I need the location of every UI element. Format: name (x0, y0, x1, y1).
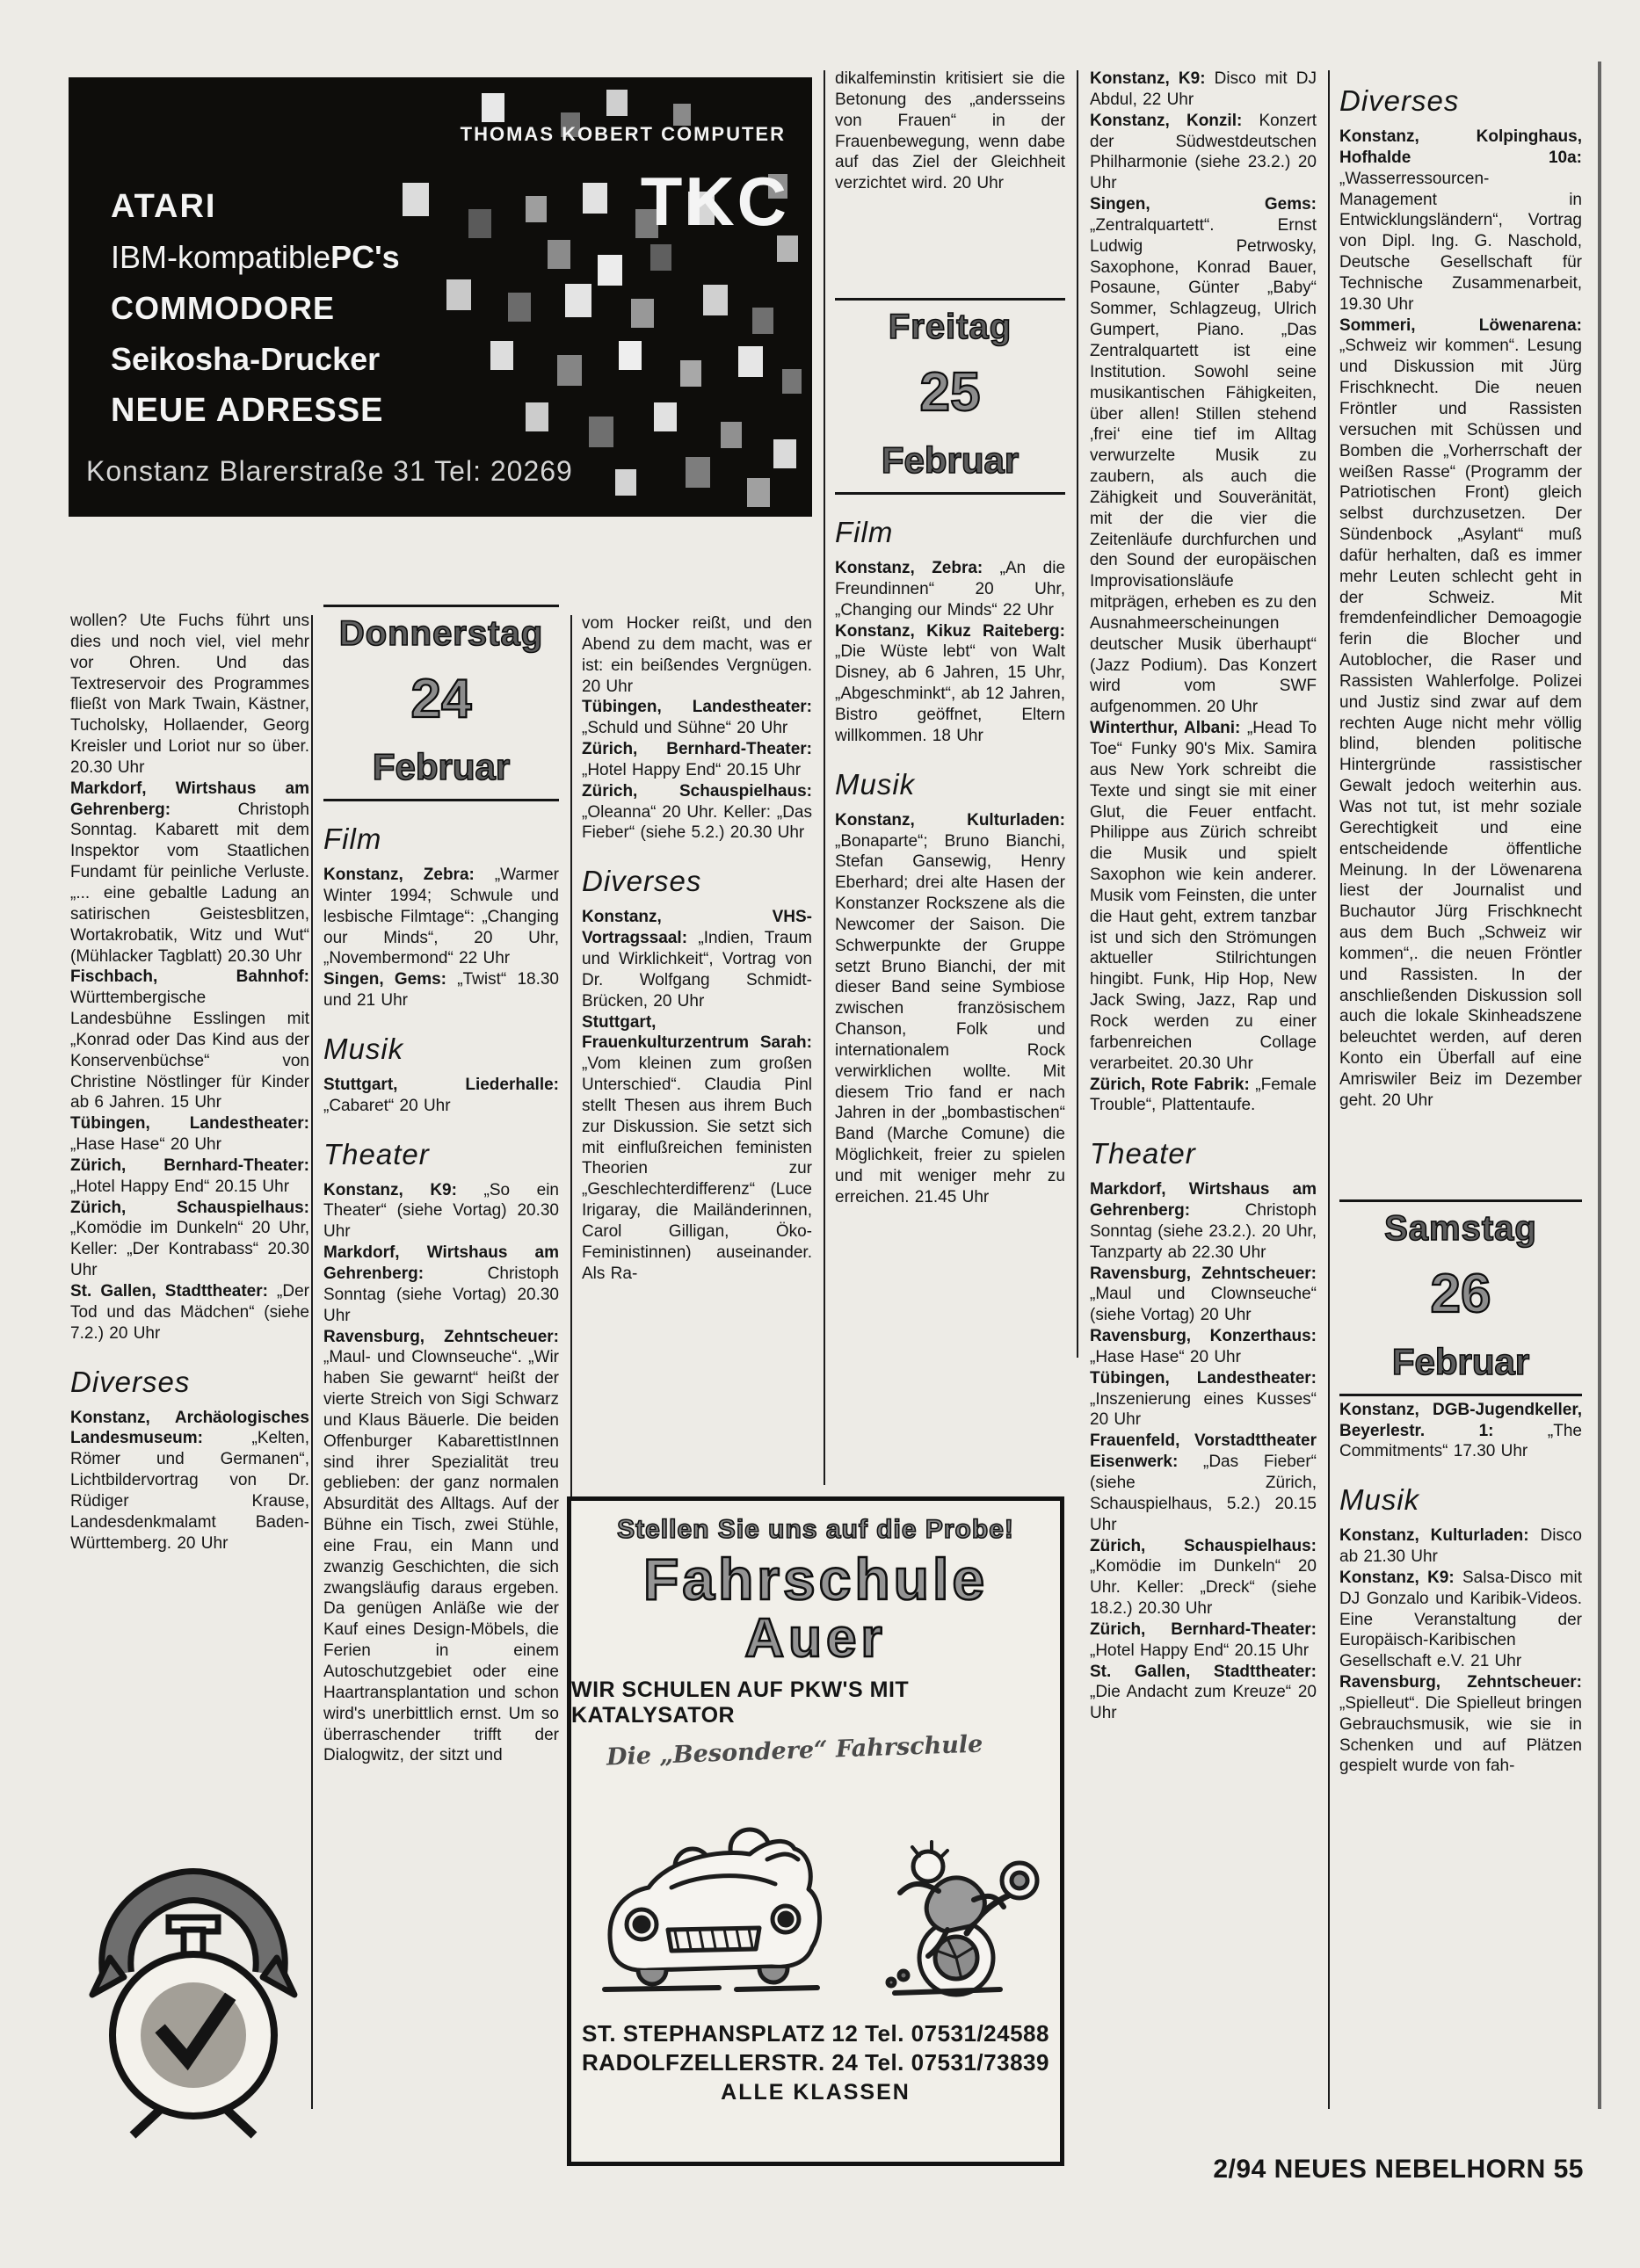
pixel-square (403, 183, 429, 216)
venue-name: Tübingen, Landestheater: (70, 1114, 309, 1134)
venue-name: Ravensburg, Zehntscheuer: (323, 1327, 559, 1346)
pixel-square (526, 196, 547, 222)
tkc-product-line: NEUE ADRESSE (111, 391, 384, 429)
section-heading: Film (323, 822, 382, 855)
pixel-square (490, 341, 513, 370)
venue-name: Konstanz, Kikuz Raiteberg: (835, 621, 1065, 641)
venue-name: Markdorf, Wirtshaus am Gehrenberg: (1090, 1180, 1317, 1221)
event-entry: Tübingen, Landestheater: „Inszenierung eines Kusses“ 20 Uhr (1090, 1368, 1317, 1430)
pixel-square (508, 293, 531, 322)
event-entry: Tübingen, Landestheater: „Schuld und Sühne“ 20 Uhr (582, 698, 812, 738)
pixel-square (680, 360, 701, 387)
tkc-company-name: THOMAS KOBERT COMPUTER (460, 123, 786, 145)
pixel-square (468, 209, 491, 238)
venue-name: Markdorf, Wirtshaus am Gehrenberg: (70, 779, 309, 819)
column-divider (824, 70, 825, 1485)
venue-name: St. Gallen, Stadttheater: (70, 1282, 268, 1301)
tkc-address: Konstanz Blarerstraße 31 Tel: 20269 (86, 455, 573, 487)
venue-name: Ravensburg, Zehntscheuer: (1090, 1264, 1317, 1283)
pixel-square (650, 244, 671, 271)
column-divider (1328, 70, 1330, 2109)
event-entry: Zürich, Bernhard-Theater: „Hotel Happy End“ 20.15 Uhr (70, 1156, 309, 1196)
event-entry: Zürich, Schauspielhaus: „Oleanna“ 20 Uhr. Keller: „Das Fieber“ (siehe 5.2.) 20.30 Uhr (582, 781, 812, 843)
page-edge-artifact (1598, 62, 1601, 2109)
venue-name: Zürich, Bernhard-Theater: (582, 740, 812, 759)
section-heading: Theater (1090, 1137, 1196, 1170)
day-number: 25 (919, 362, 981, 424)
alarm-clock-illustration (83, 1861, 303, 2142)
day-month: Februar (881, 439, 1020, 482)
venue-name: Ravensburg, Zehntscheuer: (1339, 1673, 1582, 1692)
event-entry: Stuttgart, Liederhalle: „Cabaret“ 20 Uhr (323, 1075, 559, 1115)
section-heading: Musik (323, 1032, 404, 1065)
event-entry: wollen? Ute Fuchs führt uns dies und noch viel, viel mehr vor Ohren. Und das Textreservoir des Programmes fließt von Mark Twain, Kästner, Tucholsky, Hollaender, Georg Kreisler und Loriot nur so über. 20.30 Uhr (70, 612, 309, 777)
fahrschule-slogan: Stellen Sie uns auf die Probe! (617, 1515, 1014, 1544)
venue-name: Zürich, Bernhard-Theater: (1090, 1619, 1317, 1639)
text-column-2 (323, 605, 559, 1766)
event-entry: Frauenfeld, Vorstadttheater Eisenwerk: „Das Fieber“ (siehe Zürich, Schauspielhaus, 5.2.) 20.15 Uhr (1090, 1431, 1317, 1534)
day-header (1339, 1199, 1582, 1396)
column-divider (1077, 70, 1078, 1358)
venue-name: Ravensburg, Konzerthaus: (1090, 1327, 1317, 1346)
pixel-square (583, 183, 607, 214)
event-entry: Ravensburg, Zehntscheuer: „Maul und Clownseuche“ (siehe Vortag) 20 Uhr (1090, 1264, 1317, 1325)
event-entry: Konstanz, Zebra: „Warmer Winter 1994; Schwule und lesbische Filmtage“: „Changing our Minds“, 20 Uhr, „Novembermond“ 22 Uhr (323, 866, 560, 968)
fahrschule-address-2: RADOLFZELLERSTR. 24 Tel. 07531/73839 (582, 2049, 1049, 2076)
event-entry: St. Gallen, Stadttheater: „Der Tod und das Mädchen“ (siehe 7.2.) 20 Uhr (70, 1282, 309, 1343)
venue-name: Markdorf, Wirtshaus am Gehrenberg: (323, 1243, 559, 1283)
pixel-square (615, 469, 636, 496)
pixel-square (654, 402, 677, 431)
spacer (1339, 1112, 1582, 1199)
venue-name: Singen, Gems: (1090, 195, 1317, 214)
venue-name: Fischbach, Bahnhof: (70, 967, 309, 987)
venue-name: Zürich, Schauspielhaus: (70, 1198, 309, 1217)
car-and-motorbike-cartoon (578, 1768, 1053, 2019)
event-entry: Konstanz, Kulturladen: Disco ab 21.30 Uhr (1339, 1526, 1582, 1567)
section-heading: Film (835, 516, 894, 549)
column-divider (311, 615, 313, 2109)
venue-name: Winterthur, Albani: (1090, 719, 1241, 738)
venue-name: Konstanz, K9: (1339, 1568, 1455, 1587)
venue-name: Frauenfeld, Vorstadttheater Eisenwerk: (1090, 1431, 1317, 1472)
pixel-square (526, 402, 548, 431)
day-month: Februar (1391, 1340, 1530, 1382)
pixel-square (782, 369, 802, 394)
day-name: Freitag (888, 308, 1012, 347)
event-entry: Ravensburg, Konzerthaus: „Hase Hase“ 20 Uhr (1090, 1327, 1317, 1366)
venue-name: Konstanz, Kulturladen: (835, 810, 1065, 830)
tkc-product-line (111, 232, 400, 283)
tkc-line-bold-part: PC's (330, 239, 400, 275)
text-column-4 (835, 69, 1065, 1208)
venue-name: Konstanz, DGB-Jugendkeller, Beyerlestr. 1: (1339, 1400, 1582, 1440)
event-entry: Konstanz, Konzil: Konzert der Südwestdeutschen Philharmonie (siehe 23.2.) 20 Uhr (1090, 111, 1317, 193)
section-heading: Diverses (582, 865, 702, 898)
pixel-square (738, 346, 763, 377)
tkc-logo: TKC (640, 163, 789, 240)
event-entry: Markdorf, Wirtshaus am Gehrenberg: Christoph Sonntag (siehe 23.2.). 20 Uhr, Tanzparty ab 22.30 Uhr (1090, 1180, 1317, 1262)
event-entry: Konstanz, K9: „So ein Theater“ (siehe Vortag) 20.30 Uhr (323, 1180, 559, 1242)
event-entry: Zürich, Bernhard-Theater: „Hotel Happy End“ 20.15 Uhr (1090, 1619, 1317, 1660)
pixel-square (482, 93, 504, 122)
event-entry: Konstanz, K9: Salsa-Disco mit DJ Gonzalo und Karibik-Videos. Eine Veranstaltung der Europäisch-Karibischen Gesellschaft e.V. 21 Uhr (1339, 1568, 1582, 1671)
tkc-product-line: Seikosha-Drucker (111, 341, 381, 377)
fahrschule-name: Fahrschule (642, 1547, 989, 1612)
venue-name: Zürich, Rote Fabrik: (1090, 1075, 1250, 1094)
event-entry: vom Hocker reißt, und den Abend zu dem macht, was er ist: ein beißendes Vergnügen. 20 Uhr (582, 614, 812, 696)
event-entry: Konstanz, DGB-Jugendkeller, Beyerlestr. 1: „The Commitments“ 17.30 Uhr (1339, 1400, 1582, 1461)
day-header (323, 605, 559, 801)
venue-name: Zürich, Schauspielhaus: (582, 781, 812, 801)
venue-name: Konstanz, VHS-Vortragssaal: (582, 908, 812, 948)
pixel-square (752, 308, 773, 334)
venue-name: Konstanz, K9: (1090, 69, 1206, 88)
venue-name: Konstanz, Archäologisches Landesmuseum: (70, 1408, 309, 1448)
venue-name: Konstanz, K9: (323, 1180, 457, 1199)
day-number: 24 (410, 669, 472, 729)
section-heading: Musik (835, 767, 916, 801)
fahrschule-all-classes: ALLE KLASSEN (721, 2080, 911, 2105)
event-entry: Konstanz, Kolpinghaus, Hofhalde 10a: „Wasserressourcen-Management in Entwicklungsländern“, Vortrag von Dipl. Ing. G. Naschold, Deutsche Gesellschaft für Technische Zusammenarbeit, 19.30 Uhr (1339, 127, 1582, 314)
text-column-6 (1339, 63, 1582, 1777)
event-entry: Stuttgart, Frauenkulturzentrum Sarah: „Vom kleinen zum großen Unterschied“. Claudia Pinl stellt Thesen aus ihrem Buch zur Diskussion. Sie setzt sich mit einflußreichen feministen Theorien zur „Geschlechterdifferenz“ (Luce Irigaray, die Mailänderinnen, Carol Gilligan, Öko-Feministinnen) auseinander. Als Ra- (582, 1012, 812, 1283)
tkc-product-line: ATARI (111, 187, 217, 225)
event-entry: Fischbach, Bahnhof: Württembergische Landesbühne Esslingen mit „Konrad oder Das Kind aus der Konservenbüchse“ von Christine Nöstlinger für Kinder ab 6 Jahren. 15 Uhr (70, 967, 309, 1112)
event-entry: Singen, Gems: „Twist“ 18.30 und 21 Uhr (323, 970, 560, 1011)
event-entry: Ravensburg, Zehntscheuer: „Maul- und Clownseuche“. „Wir haben Sie gewarnt“ heißt der vierte Streich von Sigi Schwarz und Klaus Bäuerle. Die beiden Offenburger KabarettistInnen sind ihrer Spezialität treu geblieben: der ganz normalen Absurdität des Alltags. Auf der Bühne ein Tisch, zwei Stühle, eine Frau, ein Mann und zwanzig Geschichten, die sich zwangsläufig daraus ergeben. Da genügen Anläße wie der Kauf eines Design-Möbels, die Ferien in einem Autoschutzgebiet oder eine Haartransplantation und schon wird's unerbittlich ernst. Um so überraschender trifft der Dialogwitz, der sitzt und (323, 1327, 559, 1765)
event-entry: Konstanz, Kikuz Raiteberg: „Die Wüste lebt“ von Walt Disney, ab 6 Jahren, 15 Uhr, „Abgeschminkt“, ab 12 Jahren, Bistro geöffnet, Eltern willkommen. 18 Uhr (835, 621, 1065, 745)
pixel-square (589, 417, 613, 447)
tkc-product-lines (111, 181, 400, 436)
event-entry: dikalfeminstin kritisiert sie die Betonung des „andersseins von Frauen“ in der Frauenbewegung, wenn dabe auf das Ziel der Gleichheit verzichtet wird. 20 Uhr (835, 69, 1065, 193)
day-month: Februar (372, 746, 511, 787)
pixel-square (721, 422, 742, 448)
event-entry: Ravensburg, Zehntscheuer: „Spielleut“. Die Spielleut bringen Gebrauchsmusik, wie sie in Schenken und auf Plätzen gespielt wurde von fah- (1339, 1673, 1582, 1776)
page-footer: 2/94 NEUES NEBELHORN 55 (1213, 2155, 1584, 2184)
venue-name: Sommeri, Löwenarena: (1339, 315, 1582, 335)
event-entry: Singen, Gems: „Zentralquartett“. Ernst Ludwig Petrwosky, Saxophone, Konrad Bauer, Posaune, Günter „Baby“ Sommer, Schlagzeug, Ulrich Gumpert, Piano. „Das Zentralquartett ist eine Institution. Sowohl seine musikantischen Fähigkeiten, über allen! Stillen stehend ‚frei‘ eine tief im Alltag verwurzelte Musik zu zaubern, als auch die Zähigkeit und Souveränität, mit der die vier die Zeitenläufe durchfurchen und den Sound der europäischen Improvisationsläufe mitprägen, erheben es zu den Ausnahmeerscheinungen deutscher Musik überhaupt“ (Jazz Podium). Das Konzert wird vom SWF aufgenommen. 20 Uhr (1090, 195, 1317, 717)
venue-name: Konstanz, Zebra: (835, 559, 983, 578)
section-heading: Musik (1339, 1483, 1420, 1517)
event-entry: Konstanz, K9: Disco mit DJ Abdul, 22 Uhr (1090, 69, 1317, 109)
venue-name: Zürich, Bernhard-Theater: (70, 1156, 309, 1175)
pixel-square (548, 240, 570, 269)
event-entry: Konstanz, Zebra: „An die Freundinnen“ 20 Uhr, „Changing our Minds“ 22 Uhr (835, 559, 1066, 620)
day-name: Samstag (1384, 1208, 1537, 1248)
fahrschule-address-1: ST. STEPHANSPLATZ 12 Tel. 07531/24588 (582, 2019, 1049, 2047)
pixel-square (557, 355, 582, 386)
venue-name: Tübingen, Landestheater: (582, 698, 812, 717)
day-name: Donnerstag (338, 614, 544, 653)
pixel-square (619, 341, 642, 370)
venue-name: Konstanz, Kolpinghaus, Hofhalde 10a: (1339, 127, 1582, 167)
event-entry: Zürich, Rote Fabrik: „Female Trouble“, Plattentaufe. (1090, 1075, 1317, 1115)
day-number: 26 (1430, 1263, 1491, 1324)
event-entry: Zürich, Schauspielhaus: „Komödie im Dunkeln“ 20 Uhr, Keller: „Der Kontrabass“ 20.30 Uhr (70, 1198, 309, 1280)
pixel-square (703, 285, 728, 315)
pixel-square (631, 299, 654, 328)
event-entry: St. Gallen, Stadttheater: „Die Andacht zum Kreuze“ 20 Uhr (1090, 1662, 1317, 1723)
text-column-3 (582, 613, 812, 1284)
venue-name: Konstanz, Konzil: (1090, 111, 1243, 130)
pixel-square (598, 255, 622, 286)
tkc-advert (69, 77, 812, 517)
tkc-line-regular-part: IBM-kompatible (111, 239, 331, 275)
event-entry: Konstanz, VHS-Vortragssaal: „Indien, Traum und Wirklichkeit“, Vortrag von Dr. Wolfgang Schmidt-Brücken, 20 Uhr (582, 908, 812, 1011)
venue-name: Konstanz, Zebra: (323, 866, 475, 884)
venue-name: Stuttgart, Liederhalle: (323, 1075, 559, 1094)
pixel-square (686, 457, 710, 488)
section-heading: Diverses (70, 1365, 191, 1398)
event-entry: Zürich, Bernhard-Theater: „Hotel Happy End“ 20.15 Uhr (582, 740, 812, 779)
pixel-square (747, 478, 770, 507)
event-entry: Tübingen, Landestheater: „Hase Hase“ 20 Uhr (70, 1114, 309, 1155)
event-entry: Winterthur, Albani: „Head To Toe“ Funky 90's Mix. Samira aus New York schreibt die Texte und singt sie mit einer Glut, die Feuer entfacht. Philippe aus Zürich schreibt die Musik und spielt Saxophon wie kein anderer. Musik vom Feinsten, die unter die Haut geht, extrem tanzbar ist und sich den Strömungen aktueller Stilrichtungen hingibt. Funk, Hip Hop, New Jack Swing, Jazz, Rap und Rock werden zu einer farbenreichen Collage verarbeitet. 20.30 Uhr (1090, 719, 1317, 1073)
event-entry: Konstanz, Kulturladen: „Bonaparte“; Bruno Bianchi, Stefan Gansewig, Henry Eberhard; drei alte Hasen der Konstanzer Rockszene als die Newcomer der Saison. Die Schwerpunkte der Gruppe setzt Bruno Bianchi, der mit dieser Band seine Symbiose zwischen französischem Chanson, Folk und internationalem Rock verwirklichen wollte. Mit diesem Trio fand er nach Jahren in der „bombastischen“ Band (Marche Comune) die Möglichkeit, freier zu spielen und mit weniger mehr zu erreichen. 21.45 Uhr (835, 810, 1065, 1206)
pixel-square (446, 279, 471, 310)
venue-name: St. Gallen, Stadttheater: (1090, 1662, 1317, 1681)
event-entry: Konstanz, Archäologisches Landesmuseum: „Kelten, Römer und Germanen“, Lichtbildervortrag von Dr. Rüdiger Krause, Landesdenkmalamt Baden-Württemberg. 20 Uhr (70, 1408, 309, 1553)
venue-name: Tübingen, Landestheater: (1090, 1368, 1317, 1388)
event-entry: Zürich, Schauspielhaus: „Komödie im Dunkeln“ 20 Uhr. Keller: „Dreck“ (siehe 18.2.) 20.30 Uhr (1090, 1536, 1317, 1619)
tkc-product-line: COMMODORE (111, 290, 335, 326)
fahrschule-name-2: Auer (744, 1608, 887, 1670)
pixel-square (565, 284, 591, 317)
section-heading: Theater (323, 1137, 430, 1170)
spacer (835, 194, 1065, 298)
text-column-5 (1090, 69, 1317, 1724)
venue-name: Zürich, Schauspielhaus: (1090, 1536, 1317, 1555)
venue-name: Stuttgart, Frauenkulturzentrum Sarah: (582, 1012, 812, 1053)
event-entry: Markdorf, Wirtshaus am Gehrenberg: Christoph Sonntag. Kabarett mit dem Inspektor vom Staatlichen Fundamt für peinliche Verluste. „... eine gebaltle Ladung an satirischen Geistesblitzen, Wortakrobatik, Witz und Wut“ (Mühlacker Tagblatt) 20.30 Uhr (70, 779, 309, 966)
fahrschule-handwriting: Die „Besondere“ Fahrschule (606, 1730, 983, 1772)
pixel-square (773, 439, 796, 468)
venue-name: Singen, Gems: (323, 970, 447, 989)
event-entry: Sommeri, Löwenarena: „Schweiz wir kommen“. Lesung und Diskussion mit Jürg Frischknecht. Die neuen Fröntler und Rassisten versuchen mit Schüssen und Bomben die „Vorherrschaft der weißen Rasse“ (Programm der Patriotischen Front) gleich selbst durchzusetzen. Der Sündenbock „Asylant“ muß dafür herhalten, daß es immer mehr Leuten schlecht geht in der Schweiz. Mit fremdenfeindlicher Demoagogie ferin die Blocher und Autoblocher, die Raser und Rassisten Wahlerfolge. Polizei und Justiz sind zwar auf dem rechten Auge nicht mehr völlig blind, blenden politische Hintergründe rassistischer Gewalt jedoch weiterhin aus. Was not tut, ist mehr soziale Gerechtigkeit und eine entscheidende öffentliche Meinung. In der Löwenarena liest der Journalist und Buchautor Jürg Frischknecht aus dem Buch „Schweiz wir kommen“,. die neuen Fröntler und Rassisten. In der anschließenden Diskussion soll auch die lokale Skinheadszene beleuchtet werden, auf deren Konto ein Überfall auf eine Amriswiler Beiz im Dezember geht. 20 Uhr (1339, 315, 1582, 1110)
event-entry: Markdorf, Wirtshaus am Gehrenberg: Christoph Sonntag (siehe Vortag) 20.30 Uhr (323, 1243, 559, 1325)
section-heading: Diverses (1339, 84, 1460, 117)
venue-name: Konstanz, Kulturladen: (1339, 1526, 1529, 1546)
day-header (835, 298, 1065, 495)
pixel-square (606, 90, 628, 116)
fahrschule-subline: WIR SCHULEN AUF PKW'S MIT KATALYSATOR (571, 1677, 910, 1728)
text-column-1 (70, 611, 309, 1554)
fahrschule-advert (567, 1496, 1064, 2166)
